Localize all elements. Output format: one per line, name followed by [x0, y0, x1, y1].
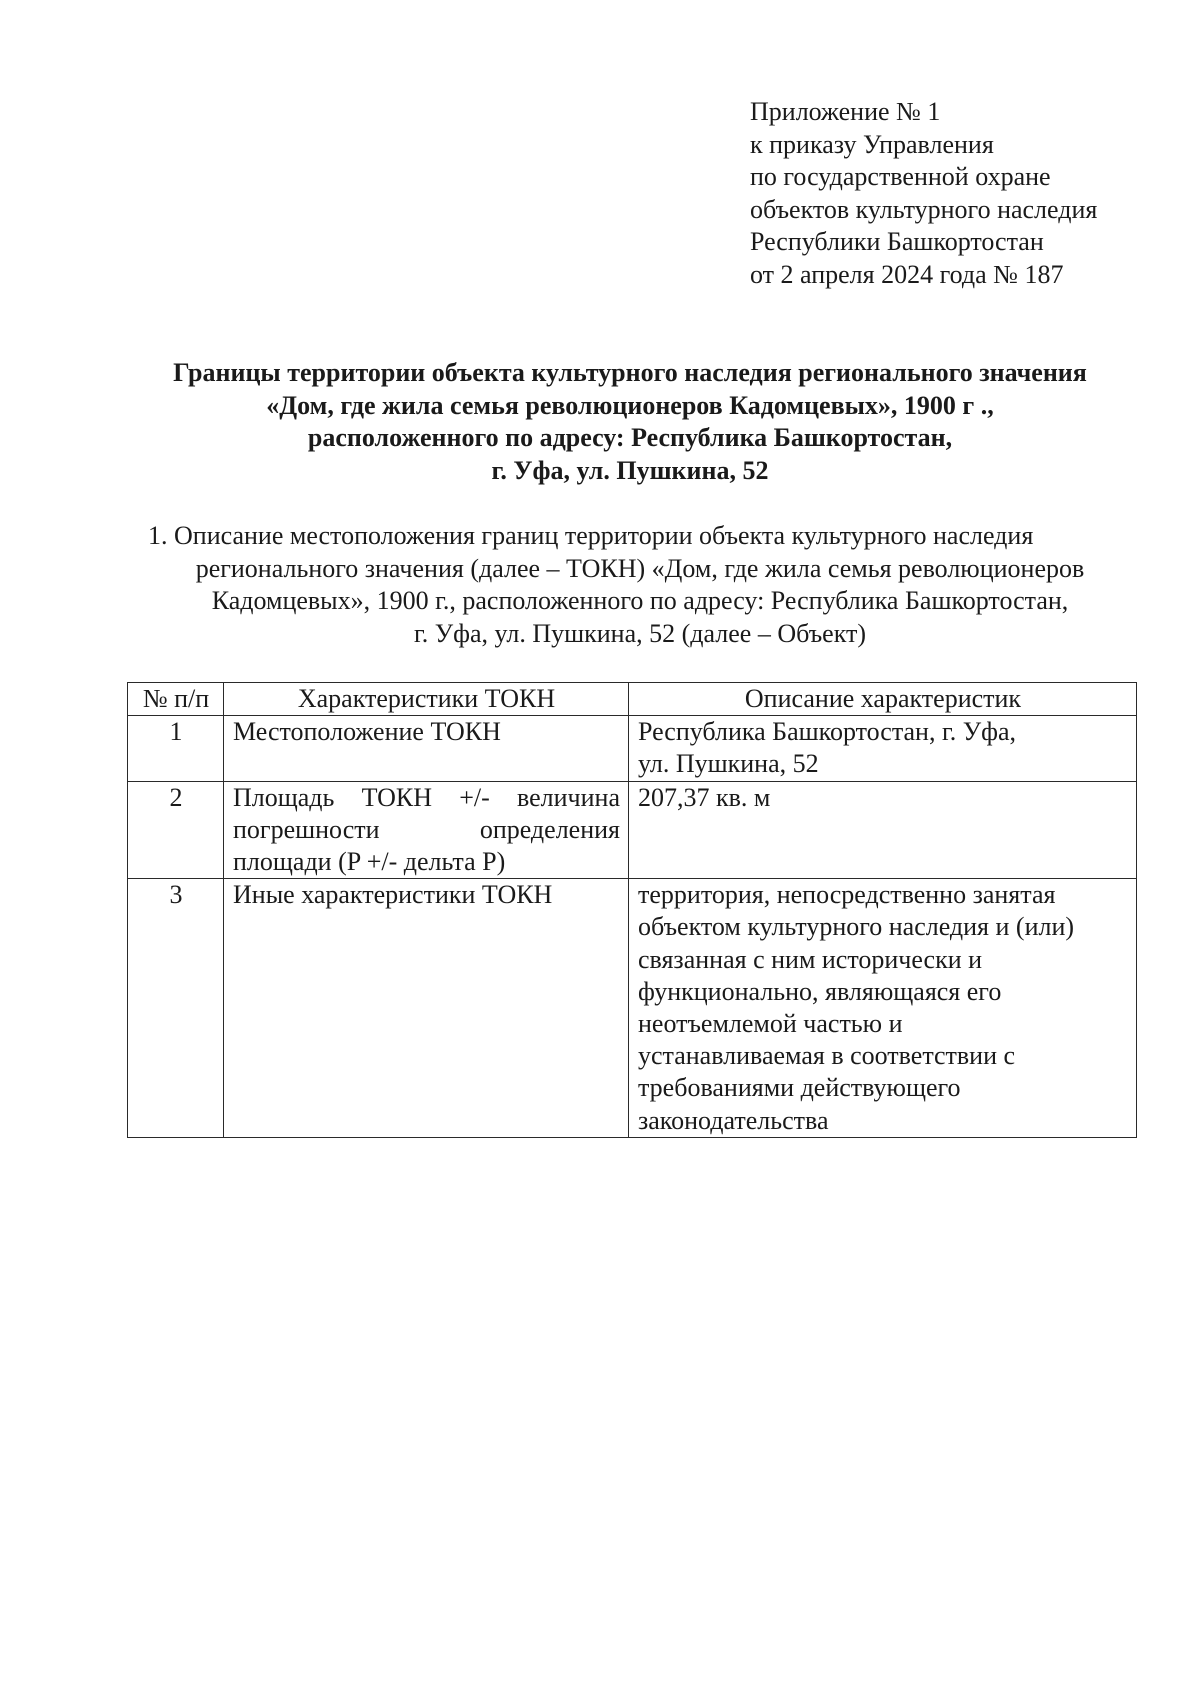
- cell-line: Иные характеристики ТОКН: [233, 880, 553, 910]
- table-row: [128, 716, 1137, 781]
- row-characteristic: [224, 879, 629, 1138]
- cell-line: устанавливаемая в соответствии с: [638, 1041, 1016, 1071]
- section-line: 1. Описание местоположения границ территории объекта культурного наследия: [148, 521, 1034, 550]
- cell-line: требованиями действующего: [638, 1073, 961, 1103]
- table-header-row: [128, 683, 1137, 716]
- cell-line: законодательства: [638, 1105, 829, 1135]
- section-line: Кадомцевых», 1900 г., расположенного по адресу: Республика Башкортостан,: [211, 586, 1069, 615]
- row-number: 2: [128, 781, 224, 879]
- title-line: расположенного по адресу: Республика Башкортостан,: [307, 423, 953, 452]
- title-line: Границы территории объекта культурного наследия регионального значения: [173, 358, 1087, 387]
- cell-line: 207,37 кв. м: [638, 782, 771, 812]
- column-header-description: Описание характеристик: [629, 683, 1137, 716]
- title-line: «Дом, где жила семья революционеров Кадомцевых», 1900 г .,: [266, 390, 994, 420]
- cell-line: территория, непосредственно занятая: [638, 880, 1056, 910]
- appendix-note: [750, 96, 1097, 291]
- row-number: 3: [128, 879, 224, 1138]
- appendix-line: объектов культурного наследия: [750, 194, 1098, 224]
- column-header-characteristic: Характеристики ТОКН: [224, 683, 629, 716]
- appendix-line: от 2 апреля 2024 года № 187: [750, 259, 1064, 289]
- cell-line: Республика Башкортостан, г. Уфа,: [638, 717, 1016, 747]
- section-line: регионального значения (далее – ТОКН) «Дом, где жила семья революционеров: [195, 553, 1085, 583]
- cell-line: связанная с ним исторически и: [638, 944, 983, 974]
- row-number: 1: [128, 716, 224, 781]
- row-description: [629, 781, 1137, 879]
- appendix-line: по государственной охране: [750, 162, 1051, 191]
- appendix-line: Республики Башкортостан: [750, 227, 1044, 256]
- characteristics-table: [127, 682, 1137, 1138]
- row-characteristic: [224, 716, 629, 781]
- cell-line: площади (P +/- дельта P): [233, 847, 506, 877]
- row-characteristic: [224, 781, 629, 879]
- appendix-line: Приложение № 1: [750, 97, 941, 126]
- cell-line: ул. Пушкина, 52: [638, 749, 819, 779]
- cell-line: Площадь ТОКН +/- величина: [233, 782, 620, 812]
- cell-line: погрешности определения: [233, 814, 620, 844]
- document-title: [110, 357, 1150, 487]
- table-row: [128, 879, 1137, 1138]
- title-line: г. Уфа, ул. Пушкина, 52: [491, 455, 769, 485]
- cell-line: неотъемлемой частью и: [638, 1009, 903, 1039]
- cell-line: объектом культурного наследия и (или): [638, 912, 1075, 942]
- cell-line: функционально, являющаяся его: [638, 976, 1002, 1006]
- cell-line: Местоположение ТОКН: [233, 717, 501, 747]
- row-description: [629, 716, 1137, 781]
- table-row: [128, 781, 1137, 879]
- column-header-number: № п/п: [128, 683, 224, 716]
- section-line: г. Уфа, ул. Пушкина, 52 (далее – Объект): [413, 618, 867, 648]
- row-description: [629, 879, 1137, 1138]
- appendix-line: к приказу Управления: [750, 129, 994, 159]
- section-1-heading: [120, 520, 1160, 650]
